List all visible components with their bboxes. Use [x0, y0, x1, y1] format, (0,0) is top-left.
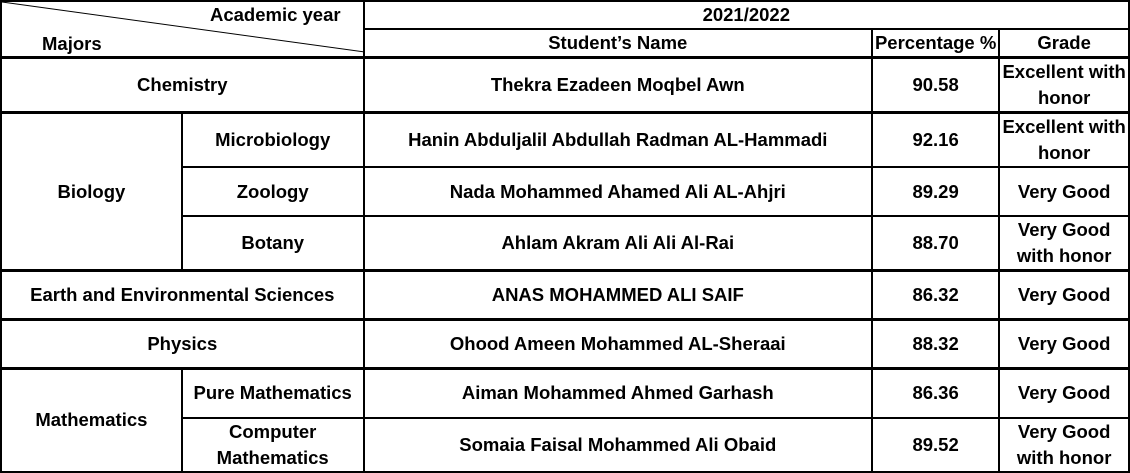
major-cell: Physics	[1, 320, 364, 369]
percentage-cell: 88.70	[872, 216, 999, 271]
major-cell: Biology	[1, 113, 182, 271]
percentage-cell: 89.29	[872, 167, 999, 216]
header-corner-cell	[1, 1, 364, 58]
percentage-cell: 86.32	[872, 271, 999, 320]
student-name-cell: ANAS MOHAMMED ALI SAIF	[364, 271, 872, 320]
academic-year-label: Academic year	[209, 4, 341, 25]
student-name-cell: Hanin Abduljalil Abdullah Radman AL-Hammadi	[364, 113, 872, 168]
grade-cell: Very Good	[999, 320, 1129, 369]
student-name-cell: Ahlam Akram Ali Ali Al-Rai	[364, 216, 872, 271]
grade-cell: Very Good	[999, 271, 1129, 320]
percentage-cell: 89.52	[872, 418, 999, 472]
student-name-cell: Thekra Ezadeen Moqbel Awn	[364, 58, 872, 113]
table-row	[1, 113, 1129, 168]
percentage-cell: 90.58	[872, 58, 999, 113]
majors-label: Majors	[42, 33, 102, 54]
grade-cell: Very Good	[999, 167, 1129, 216]
table-row	[1, 271, 1129, 320]
grade-cell: Very Good with honor	[999, 418, 1129, 472]
sub-major-cell: Computer Mathematics	[182, 418, 364, 472]
student-name-cell: Aiman Mohammed Ahmed Garhash	[364, 369, 872, 418]
grade-cell: Excellent with honor	[999, 113, 1129, 168]
student-name-cell: Somaia Faisal Mohammed Ali Obaid	[364, 418, 872, 472]
academic-year-value: 2021/2022	[364, 1, 1129, 29]
student-name-cell: Nada Mohammed Ahamed Ali AL-Ahjri	[364, 167, 872, 216]
major-cell: Chemistry	[1, 58, 364, 113]
sub-major-cell: Pure Mathematics	[182, 369, 364, 418]
major-cell: Earth and Environmental Sciences	[1, 271, 364, 320]
table-row	[1, 320, 1129, 369]
percentage-cell: 88.32	[872, 320, 999, 369]
percentage-cell: 86.36	[872, 369, 999, 418]
sub-major-cell: Zoology	[182, 167, 364, 216]
percentage-header: Percentage %	[872, 29, 999, 58]
sub-major-cell: Botany	[182, 216, 364, 271]
percentage-cell: 92.16	[872, 113, 999, 168]
grade-cell: Very Good	[999, 369, 1129, 418]
student-name-header: Student’s Name	[364, 29, 872, 58]
grade-cell: Very Good with honor	[999, 216, 1129, 271]
grade-cell: Excellent with honor	[999, 58, 1129, 113]
grade-header: Grade	[999, 29, 1129, 58]
student-name-cell: Ohood Ameen Mohammed AL-Sheraai	[364, 320, 872, 369]
major-cell: Mathematics	[1, 369, 182, 472]
table-row	[1, 369, 1129, 418]
table-row	[1, 58, 1129, 113]
sub-major-cell: Microbiology	[182, 113, 364, 168]
